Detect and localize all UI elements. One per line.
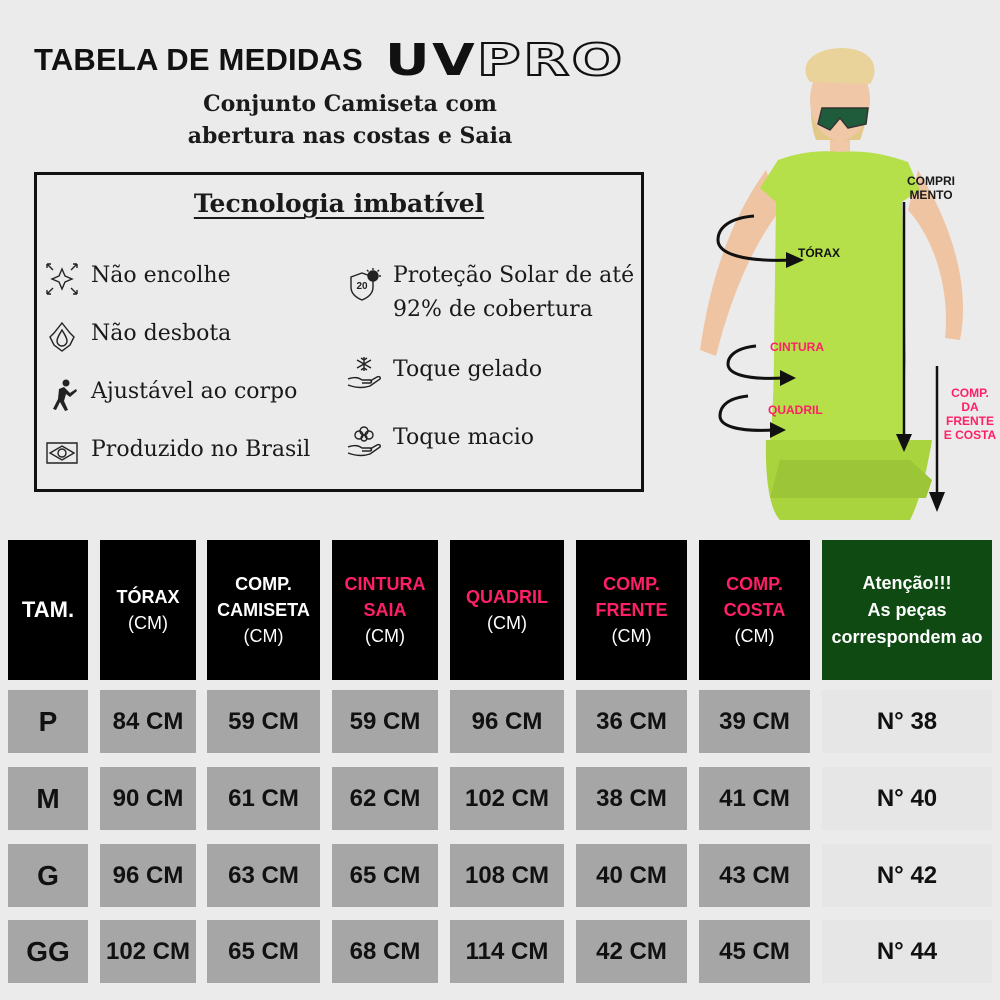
- value-cell: 43 CM: [699, 844, 810, 907]
- uv-badge-number: 20: [356, 281, 368, 292]
- header-label: TÓRAX: [116, 587, 180, 607]
- header-unit: (CM): [611, 626, 652, 646]
- value-cell: 102 CM: [100, 920, 196, 983]
- value-cell: 59 CM: [207, 690, 320, 753]
- feature-toque-gelado: [343, 353, 542, 393]
- feature-label: Ajustável ao corpo: [91, 379, 298, 404]
- value-cell: 96 CM: [450, 690, 564, 753]
- technology-box: [34, 172, 644, 492]
- value-cell: 90 CM: [100, 767, 196, 830]
- size-cell: G: [8, 844, 88, 907]
- header-unit: (CM): [734, 626, 775, 646]
- value-cell: 65 CM: [207, 920, 320, 983]
- size-cell: P: [8, 690, 88, 753]
- feature-label: Não encolhe: [91, 263, 231, 288]
- subtitle-line-2: abertura nas costas e Saia: [187, 123, 513, 149]
- header-comp-costa: [699, 540, 810, 680]
- header-label: QUADRIL: [466, 587, 548, 607]
- value-cell: 41 CM: [699, 767, 810, 830]
- header-cintura-saia: [332, 540, 438, 680]
- value-cell: 36 CM: [576, 690, 687, 753]
- brand-pro: PRO: [476, 34, 625, 86]
- header-label: TAM.: [21, 597, 75, 622]
- header-quadril: [450, 540, 564, 680]
- technology-title: Tecnologia imbatível: [193, 189, 485, 218]
- value-cell: 40 CM: [576, 844, 687, 907]
- feature-label: Produzido no Brasil: [91, 437, 311, 462]
- header-tam: [8, 540, 88, 680]
- subtitle-line-1: Conjunto Camiseta com: [203, 91, 497, 117]
- header-label: CINTURA SAIA: [344, 574, 426, 620]
- size-cell: GG: [8, 920, 88, 983]
- header-unit: (CM): [487, 613, 527, 633]
- feature-produzido-brasil: [41, 433, 310, 473]
- feature-protecao-solar: [343, 259, 634, 327]
- size-cell: M: [8, 767, 88, 830]
- note-cell: N° 38: [822, 690, 992, 753]
- header-label: COMP. COSTA: [723, 574, 786, 620]
- header-unit: (CM): [128, 613, 168, 633]
- label-quadril: QUADRIL: [768, 403, 823, 417]
- value-cell: 68 CM: [332, 920, 438, 983]
- note-line-1: Atenção!!!: [862, 572, 952, 593]
- value-cell: 96 CM: [100, 844, 196, 907]
- header-label: COMP. FRENTE: [595, 574, 668, 620]
- label-torax: TÓRAX: [798, 246, 840, 260]
- value-cell: 63 CM: [207, 844, 320, 907]
- feature-nao-encolhe: [41, 259, 231, 299]
- arrow-torax: [714, 212, 806, 272]
- note-line-2: As peças: [867, 599, 947, 620]
- brazil-flag-icon: [41, 433, 83, 473]
- value-cell: 65 CM: [332, 844, 438, 907]
- feature-label-line-2: 92% de cobertura: [393, 297, 593, 322]
- label-comprimento: COMPRI MENTO: [907, 174, 955, 202]
- sun-shield-icon: [343, 265, 385, 305]
- note-line-3: correspondem ao: [831, 626, 983, 647]
- header-comp-frente: [576, 540, 687, 680]
- label-comp-frente-costa: COMP. DA FRENTE E COSTA: [943, 386, 997, 442]
- header-attention-note: [822, 540, 992, 680]
- stretch-person-icon: [41, 375, 83, 415]
- value-cell: 102 CM: [450, 767, 564, 830]
- arrow-comprimento: [892, 202, 916, 454]
- value-cell: 42 CM: [576, 920, 687, 983]
- feature-label: Toque gelado: [393, 357, 543, 382]
- arrow-quadril: [714, 392, 788, 442]
- arrow-comp-frente-costa: [926, 366, 948, 514]
- feature-toque-macio: [343, 421, 534, 461]
- shrink-arrows-icon: [41, 259, 83, 299]
- feature-label: Toque macio: [393, 425, 535, 450]
- value-cell: 59 CM: [332, 690, 438, 753]
- brand-uv: UV: [384, 34, 478, 86]
- cotton-hand-icon: [343, 421, 385, 461]
- value-cell: 38 CM: [576, 767, 687, 830]
- value-cell: 45 CM: [699, 920, 810, 983]
- brand-logo: [384, 34, 625, 86]
- label-cintura: CINTURA: [770, 340, 824, 354]
- value-cell: 62 CM: [332, 767, 438, 830]
- value-cell: 108 CM: [450, 844, 564, 907]
- product-subtitle: [150, 88, 550, 152]
- drop-fade-icon: [41, 317, 83, 357]
- feature-label-line-1: Proteção Solar de até: [393, 263, 635, 288]
- value-cell: 61 CM: [207, 767, 320, 830]
- value-cell: 39 CM: [699, 690, 810, 753]
- value-cell: 84 CM: [100, 690, 196, 753]
- value-cell: 114 CM: [450, 920, 564, 983]
- feature-ajustavel: [41, 375, 297, 415]
- feature-label: Não desbota: [91, 321, 232, 346]
- header-unit: (CM): [243, 626, 284, 646]
- header-comp-camiseta: [207, 540, 320, 680]
- header-label: COMP. CAMISETA: [217, 574, 310, 620]
- feature-label: [393, 259, 634, 327]
- arrow-cintura: [722, 342, 798, 388]
- header: [34, 34, 625, 86]
- feature-nao-desbota: [41, 317, 231, 357]
- note-cell: N° 44: [822, 920, 992, 983]
- snowflake-hand-icon: [343, 353, 385, 393]
- header-unit: (CM): [365, 626, 405, 646]
- note-cell: N° 40: [822, 767, 992, 830]
- page-title: TABELA DE MEDIDAS: [34, 42, 363, 77]
- header-torax: [100, 540, 196, 680]
- note-cell: N° 42: [822, 844, 992, 907]
